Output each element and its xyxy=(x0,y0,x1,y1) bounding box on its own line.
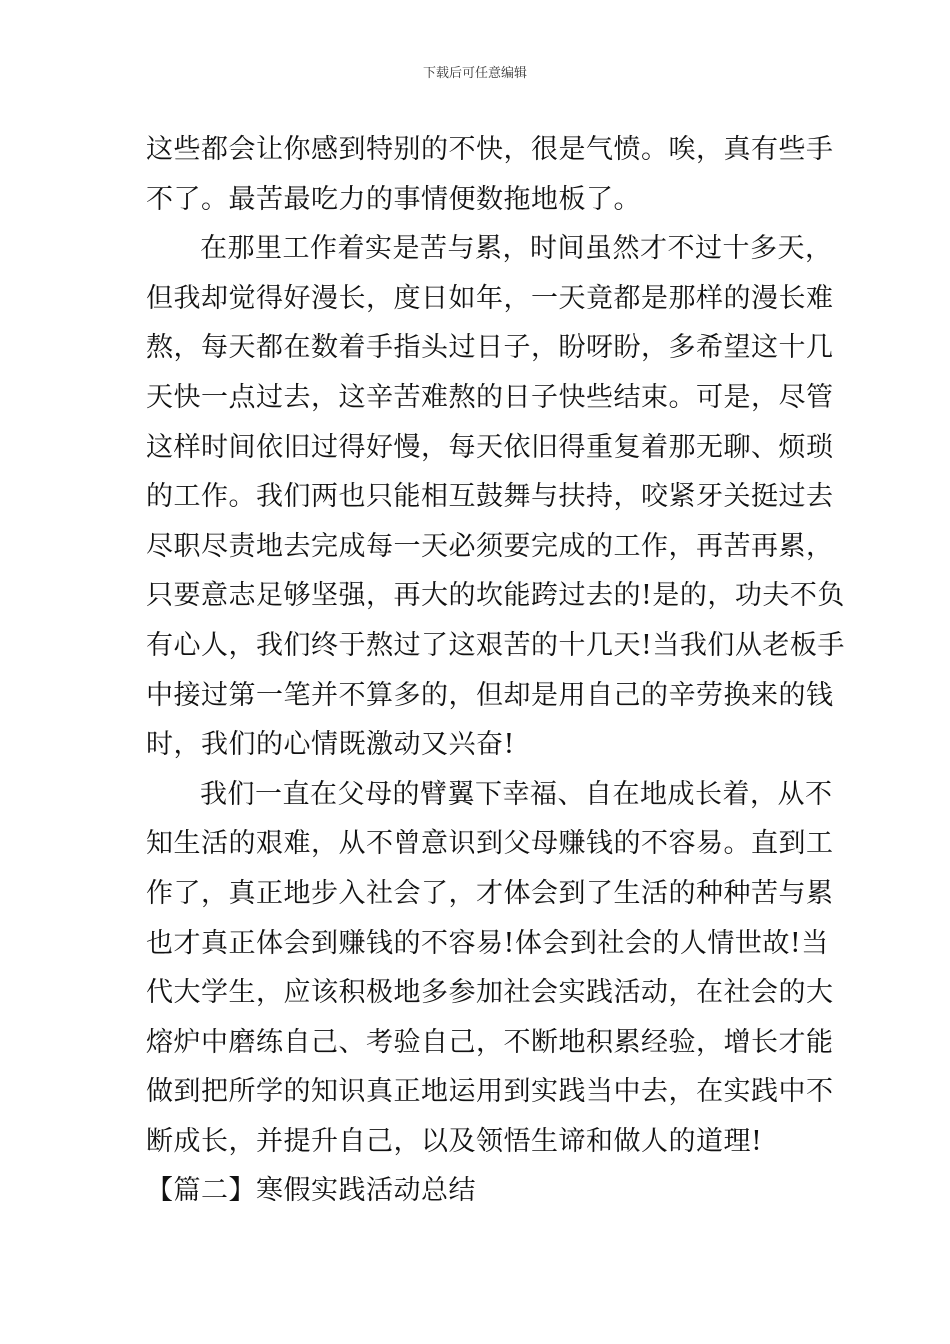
text-line: 这样时间依旧过得好慢，每天依旧得重复着那无聊、烦琐 xyxy=(146,431,834,463)
text-line: 的工作。我们两也只能相互鼓舞与扶持，咬紧牙关挺过去 xyxy=(146,481,834,513)
text-line: 时，我们的心情既激动又兴奋! xyxy=(146,729,515,761)
text-line: 只要意志足够坚强，再大的坎能跨过去的!是的，功夫不负 xyxy=(146,580,845,612)
text-line: 熔炉中磨练自己、考验自己，不断地积累经验，增长才能 xyxy=(146,1026,834,1058)
text-line: 知生活的艰难，从不曾意识到父母赚钱的不容易。直到工 xyxy=(146,828,834,860)
text-line: 熬，每天都在数着手指头过日子，盼呀盼，多希望这十几 xyxy=(146,332,834,364)
text-line: 也才真正体会到赚钱的不容易!体会到社会的人情世故!当 xyxy=(146,927,829,959)
text-line: 这些都会让你感到特别的不快，很是气愤。唉，真有些手 xyxy=(146,134,834,165)
text-line: 有心人，我们终于熬过了这艰苦的十几天!当我们从老板手 xyxy=(146,629,845,661)
page-header: 下载后可任意编辑 xyxy=(422,66,527,81)
document-body xyxy=(146,125,845,1216)
text-line: 中接过第一笔并不算多的，但却是用自己的辛劳换来的钱 xyxy=(146,679,834,711)
text-line: 尽职尽责地去完成每一天必须要完成的工作，再苦再累， xyxy=(146,530,834,562)
text-line: 做到把所学的知识真正地运用到实践当中去，在实践中不 xyxy=(146,1076,834,1108)
paragraph-start-line: 在那里工作着实是苦与累，时间虽然才不过十多天， xyxy=(200,233,833,265)
text-line: 断成长，并提升自己，以及领悟生谛和做人的道理! xyxy=(146,1125,763,1157)
text-line: 天快一点过去，这辛苦难熬的日子快些结束。可是，尽管 xyxy=(146,381,834,413)
text-line: 不了。最苦最吃力的事情便数拖地板了。 xyxy=(146,183,641,215)
text-line: 作了，真正地步入社会了，才体会到了生活的种种苦与累 xyxy=(146,877,834,909)
text-line: 但我却觉得好漫长，度日如年，一天竟都是那样的漫长难 xyxy=(146,282,834,314)
paragraph-start-line: 我们一直在父母的臂翼下幸福、自在地成长着，从不 xyxy=(200,778,833,810)
text-line: 代大学生，应该积极地多参加社会实践活动，在社会的大 xyxy=(146,977,834,1009)
section-heading: 【篇二】寒假实践活动总结 xyxy=(146,1175,476,1207)
